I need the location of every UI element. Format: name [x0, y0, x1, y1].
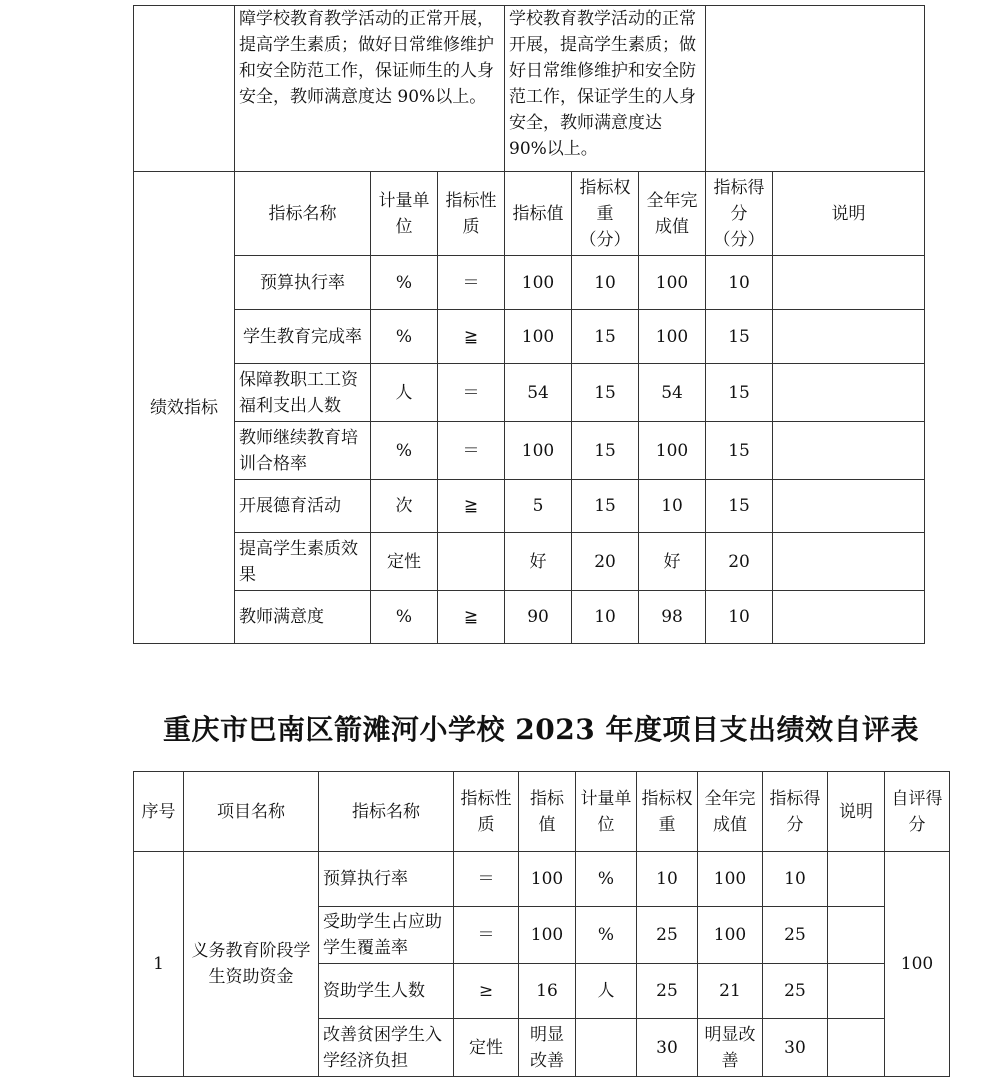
actual-value: 好 [639, 533, 706, 591]
header-cell: 自评得分 [885, 772, 950, 852]
table-row [134, 852, 950, 907]
indicator-name: 改善贫困学生入学经济负担 [319, 1019, 454, 1077]
nature: 定性 [454, 1019, 519, 1077]
table-row [134, 364, 925, 422]
goal-text-2: 学校教育教学活动的正常开展，提高学生素质；做好日常维修维护和安全防范工作，保证学生的人身安全，教师满意度达 90%以上。 [505, 6, 706, 172]
unit: 次 [371, 480, 438, 533]
score: 15 [706, 422, 773, 480]
target-value: 100 [519, 907, 576, 964]
unit: % [576, 852, 637, 907]
header-cell: 指标名称 [235, 172, 371, 256]
weight: 10 [572, 591, 639, 644]
actual-value: 21 [698, 964, 763, 1019]
indicator-name: 受助学生占应助学生覆盖率 [319, 907, 454, 964]
header-cell: 计量单位 [371, 172, 438, 256]
indicator-name: 预算执行率 [235, 256, 371, 310]
target-value: 100 [505, 256, 572, 310]
target-value: 100 [505, 310, 572, 364]
table-row [134, 422, 925, 480]
score: 25 [763, 907, 828, 964]
unit: 定性 [371, 533, 438, 591]
nature: ≥ [454, 964, 519, 1019]
actual-value: 100 [639, 310, 706, 364]
indicator-name: 教师满意度 [235, 591, 371, 644]
section-label: 绩效指标 [134, 172, 235, 644]
table-row [134, 310, 925, 364]
target-value: 90 [505, 591, 572, 644]
nature: ＝ [454, 907, 519, 964]
header-cell: 指标得分 [763, 772, 828, 852]
header-cell: 指标得分（分） [706, 172, 773, 256]
blank-cell [706, 6, 925, 172]
header-cell: 指标值 [519, 772, 576, 852]
nature: ＝ [454, 852, 519, 907]
weight: 15 [572, 364, 639, 422]
target-value: 54 [505, 364, 572, 422]
weight: 25 [637, 964, 698, 1019]
nature: ≧ [438, 591, 505, 644]
note [828, 852, 885, 907]
indicator-name: 保障教职工工资福利支出人数 [235, 364, 371, 422]
table-row [134, 591, 925, 644]
unit: 人 [576, 964, 637, 1019]
weight: 15 [572, 422, 639, 480]
weight: 25 [637, 907, 698, 964]
unit: % [371, 310, 438, 364]
target-value: 100 [519, 852, 576, 907]
note [828, 964, 885, 1019]
note [773, 364, 925, 422]
weight: 15 [572, 310, 639, 364]
score: 15 [706, 310, 773, 364]
unit: 人 [371, 364, 438, 422]
actual-value: 100 [639, 256, 706, 310]
score: 15 [706, 364, 773, 422]
note [773, 310, 925, 364]
note [773, 591, 925, 644]
project-name: 义务教育阶段学生资助资金 [184, 852, 319, 1077]
unit: % [371, 422, 438, 480]
nature: ＝ [438, 422, 505, 480]
score: 20 [706, 533, 773, 591]
goal-text-1: 障学校教育教学活动的正常开展，提高学生素质；做好日常维修维护和安全防范工作，保证师生的人身安全，教师满意度达 90%以上。 [235, 6, 505, 172]
score: 30 [763, 1019, 828, 1077]
indicator-name: 提高学生素质效果 [235, 533, 371, 591]
unit: % [371, 591, 438, 644]
document-title: 重庆市巴南区箭滩河小学校 2023 年度项目支出绩效自评表 [163, 713, 919, 746]
header-cell: 指标权重 [637, 772, 698, 852]
score: 25 [763, 964, 828, 1019]
header-cell: 序号 [134, 772, 184, 852]
score: 15 [706, 480, 773, 533]
header-row [134, 772, 950, 852]
header-cell: 计量单位 [576, 772, 637, 852]
target-value: 16 [519, 964, 576, 1019]
target-value: 好 [505, 533, 572, 591]
unit: % [371, 256, 438, 310]
unit: % [576, 907, 637, 964]
score: 10 [706, 256, 773, 310]
note [773, 533, 925, 591]
table-row [134, 533, 925, 591]
nature: ＝ [438, 256, 505, 310]
performance-indicator-table [133, 5, 925, 644]
header-cell: 指标名称 [319, 772, 454, 852]
sequence-number: 1 [134, 852, 184, 1077]
indicator-name: 资助学生人数 [319, 964, 454, 1019]
actual-value: 98 [639, 591, 706, 644]
self-evaluation-score: 100 [885, 852, 950, 1077]
header-cell: 说明 [828, 772, 885, 852]
header-cell: 项目名称 [184, 772, 319, 852]
weight: 10 [572, 256, 639, 310]
blank-cell [134, 6, 235, 172]
header-cell: 指标权重（分） [572, 172, 639, 256]
note [828, 907, 885, 964]
target-value: 100 [505, 422, 572, 480]
table-row [134, 480, 925, 533]
score: 10 [763, 852, 828, 907]
table-row [134, 256, 925, 310]
header-cell: 说明 [773, 172, 925, 256]
indicator-name: 开展德育活动 [235, 480, 371, 533]
actual-value: 100 [698, 852, 763, 907]
nature [438, 533, 505, 591]
actual-value: 明显改善 [698, 1019, 763, 1077]
goal-row [134, 6, 925, 172]
score: 10 [706, 591, 773, 644]
note [773, 256, 925, 310]
header-cell: 指标值 [505, 172, 572, 256]
header-cell: 全年完成值 [698, 772, 763, 852]
weight: 15 [572, 480, 639, 533]
note [773, 480, 925, 533]
unit [576, 1019, 637, 1077]
nature: ≧ [438, 310, 505, 364]
actual-value: 100 [639, 422, 706, 480]
note [828, 1019, 885, 1077]
actual-value: 100 [698, 907, 763, 964]
nature: ＝ [438, 364, 505, 422]
weight: 10 [637, 852, 698, 907]
actual-value: 54 [639, 364, 706, 422]
header-cell: 全年完成值 [639, 172, 706, 256]
target-value: 明显改善 [519, 1019, 576, 1077]
indicator-name: 教师继续教育培训合格率 [235, 422, 371, 480]
note [773, 422, 925, 480]
indicator-name: 预算执行率 [319, 852, 454, 907]
header-row [134, 172, 925, 256]
nature: ≧ [438, 480, 505, 533]
header-cell: 指标性质 [454, 772, 519, 852]
weight: 20 [572, 533, 639, 591]
indicator-name: 学生教育完成率 [235, 310, 371, 364]
weight: 30 [637, 1019, 698, 1077]
target-value: 5 [505, 480, 572, 533]
header-cell: 指标性质 [438, 172, 505, 256]
actual-value: 10 [639, 480, 706, 533]
project-self-evaluation-table [133, 771, 950, 1077]
